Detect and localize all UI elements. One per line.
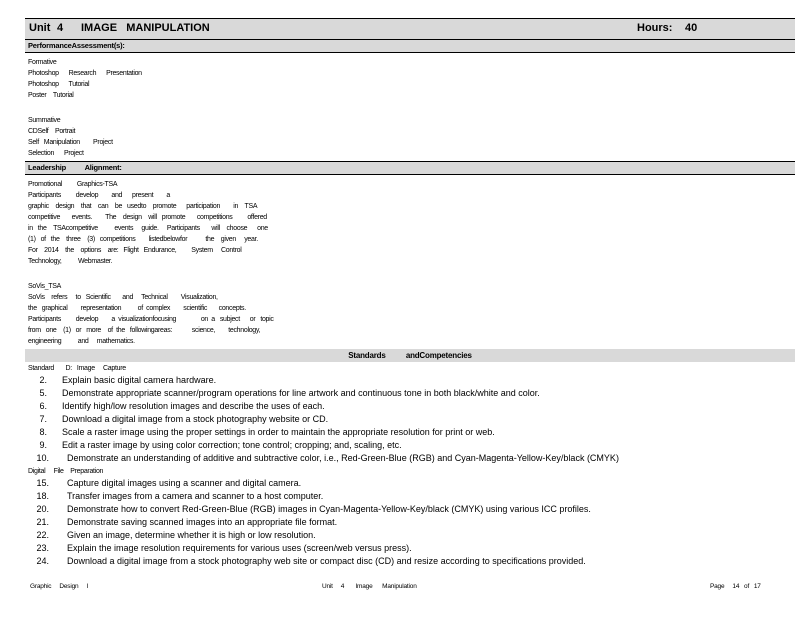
competency-item — [25, 452, 795, 465]
competency-text: Scale a raster image using the proper settings in order to maintain the appropriate resolution for print or web. — [62, 427, 495, 437]
tsa-line: Technology, Webmaster. — [28, 258, 113, 265]
competency-item — [25, 503, 795, 516]
competency-text: Explain basic digital camera hardware. — [62, 375, 217, 385]
standard-group-title: Standard D: Image Capture — [28, 365, 126, 372]
unit-title: IMAGE MANIPULATION — [81, 22, 210, 34]
unit-number: 4 — [57, 22, 64, 34]
leadership-bar: Leadership Alignment: — [25, 161, 795, 175]
tsa-line: (1) of the three (3) competitions listedbelowfor the given year. — [28, 236, 258, 243]
assessment-bar: PerformanceAssessment(s): — [25, 40, 795, 53]
formative-line: Formative — [28, 59, 57, 66]
competency-text: Explain the image resolution requirements for various uses (screen/web versus press). — [67, 543, 412, 553]
document-page — [25, 18, 795, 568]
competency-number: 20. — [36, 504, 49, 514]
competency-item — [25, 426, 795, 439]
summative-line: Self Manipulation Project — [28, 139, 113, 146]
competency-item — [25, 555, 795, 568]
tsa-line: graphic design that can be usedto promote participation in TSA — [28, 203, 258, 210]
competency-text: Demonstrate appropriate scanner/program operations for line artwork and continuous tone in both black/white and color. — [62, 388, 540, 398]
competency-item — [25, 516, 795, 529]
tsa-line: Participants develop and present a — [28, 192, 171, 199]
summative-line: Summative — [28, 117, 61, 124]
competency-number: 10. — [36, 453, 49, 463]
footer-course: Graphic Design I — [30, 583, 89, 590]
summative-line: CDSelf Portrait — [28, 128, 76, 135]
competency-text: Demonstrate saving scanned images into an appropriate file format. — [67, 517, 338, 527]
standard-group-title: Digital File Preparation — [28, 468, 104, 475]
competency-text: Given an image, determine whether it is high or low resolution. — [67, 530, 316, 540]
hours-label: Hours: — [637, 22, 673, 34]
competency-text: Transfer images from a camera and scanner to a host computer. — [67, 491, 324, 501]
competency-number: 6. — [39, 401, 47, 411]
footer-page: Page 14 of 17 — [710, 583, 761, 590]
hours-value: 40 — [685, 22, 698, 34]
graphics-tsa-section — [25, 175, 795, 269]
competency-number: 15. — [36, 478, 49, 488]
sovis-line: Participants develop a visualizationfocusing on a subject or topic — [28, 316, 274, 323]
sovis-line: the graphical representation of complex scientific concepts. — [28, 305, 246, 312]
sovis-tsa-section — [25, 277, 795, 349]
formative-line: Poster Tutorial — [28, 92, 74, 99]
competency-number: 21. — [36, 517, 49, 527]
competency-item — [25, 490, 795, 503]
standards-list — [25, 362, 795, 568]
formative-line: Photoshop Tutorial — [28, 81, 90, 88]
competency-text: Capture digital images using a scanner and digital camera. — [67, 478, 302, 488]
unit-header — [25, 18, 795, 40]
competency-number: 5. — [39, 388, 47, 398]
summative-line: Selection Project — [28, 150, 84, 157]
competency-item — [25, 374, 795, 387]
competency-number: 18. — [36, 491, 49, 501]
competency-number: 7. — [39, 414, 47, 424]
sovis-line: from one (1) or more of the followingareas: science, technology, — [28, 327, 261, 334]
tsa-line: competitive events. The design will promote competitions offered — [28, 214, 267, 221]
sovis-line: SoVis_TSA — [28, 283, 61, 290]
competency-item — [25, 542, 795, 555]
tsa-line: in the TSAcompetitive events guide. Participants will choose one — [28, 225, 268, 232]
competency-text: Download a digital image from a stock photography website or CD. — [62, 414, 329, 424]
competency-text: Download a digital image from a stock photography web site or compact disc (CD) and resize according to specifications provided. — [67, 556, 586, 566]
footer-unit: Unit 4 Image Manipulation — [322, 583, 417, 590]
competency-number: 8. — [39, 427, 47, 437]
competency-item — [25, 529, 795, 542]
formative-line: Photoshop Research Presentation — [28, 70, 142, 77]
competency-item — [25, 413, 795, 426]
formative-section — [25, 53, 795, 103]
competency-number: 9. — [39, 440, 47, 450]
summative-section — [25, 111, 795, 161]
competency-text: Edit a raster image by using color correction; tone control; cropping; and, scaling, etc. — [62, 440, 402, 450]
competency-item — [25, 477, 795, 490]
competency-number: 23. — [36, 543, 49, 553]
page-footer — [30, 583, 760, 593]
competency-item — [25, 439, 795, 452]
competency-number: 22. — [36, 530, 49, 540]
competency-text: Demonstrate how to convert Red-Green-Blue (RGB) images in Cyan-Magenta-Yellow-Key/black (CMYK) using various ICC profiles. — [67, 504, 591, 514]
competency-number: 2. — [39, 375, 47, 385]
unit-label: Unit — [29, 22, 51, 34]
standards-bar: Standards andCompetencies — [25, 349, 795, 362]
sovis-line: SoVis refers to Scientific and Technical Visualization, — [28, 294, 218, 301]
competency-number: 24. — [36, 556, 49, 566]
competency-text: Demonstrate an understanding of additive and subtractive color, i.e., Red-Green-Blue (RGB) and Cyan-Magenta-Yellow-Key/black (CMYK) — [67, 453, 619, 463]
competency-item — [25, 400, 795, 413]
competency-text: Identify high/low resolution images and describe the uses of each. — [62, 401, 325, 411]
competency-item — [25, 387, 795, 400]
tsa-line: For 2014 the options are: Flight Endurance, System Control — [28, 247, 242, 254]
tsa-line: Promotional Graphics-TSA — [28, 181, 118, 188]
sovis-line: engineering and mathematics. — [28, 338, 135, 345]
